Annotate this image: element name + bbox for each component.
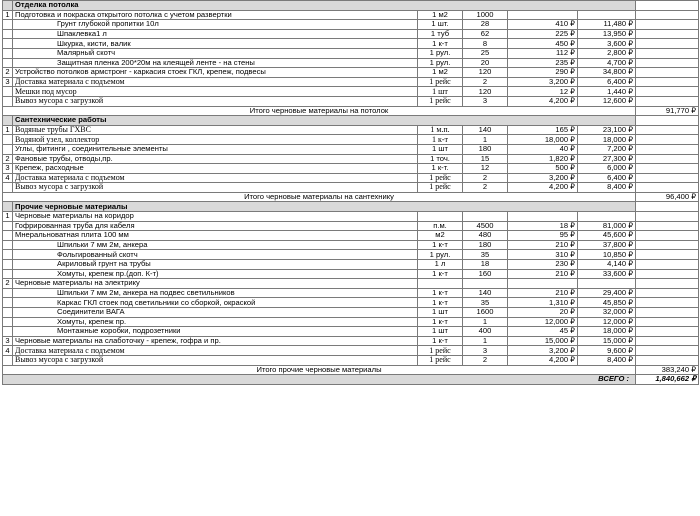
grand-total-row — [3, 375, 699, 385]
subtotal-value: 91,770 ₽ — [636, 106, 699, 116]
item-sum — [578, 10, 636, 20]
row-number — [3, 327, 13, 337]
table-row — [3, 355, 699, 365]
table-row — [3, 260, 699, 270]
item-unit: 1 к-т — [418, 317, 463, 327]
item-unit: 1 шт. — [418, 20, 463, 30]
item-unit: 1 рул. — [418, 58, 463, 68]
table-row — [3, 336, 699, 346]
item-name: Шпаклевка1 л — [13, 29, 418, 39]
section-title: Сантехнические работы — [13, 116, 636, 126]
table-row — [3, 269, 699, 279]
item-unit: 1 рейс — [418, 183, 463, 193]
row-number — [3, 355, 13, 365]
total-column-blank — [636, 10, 699, 20]
item-unit: 1 шт — [418, 87, 463, 97]
item-name: Водяной узел, коллектор — [13, 135, 418, 145]
item-name: Защитная пленка 200*20м на клеящей ленте - на стены — [13, 58, 418, 68]
row-number: 2 — [3, 68, 13, 78]
item-price: 3,200 ₽ — [508, 173, 578, 183]
item-quantity: 1600 — [463, 308, 508, 318]
table-row — [3, 279, 699, 289]
item-unit: 1 м2 — [418, 68, 463, 78]
table-row — [3, 250, 699, 260]
total-column-blank — [636, 336, 699, 346]
item-unit: 1 рул. — [418, 250, 463, 260]
item-name: Вывоз мусора с загрузкой — [13, 355, 418, 365]
item-unit: п.м. — [418, 221, 463, 231]
item-price: 20 ₽ — [508, 308, 578, 318]
item-price: 225 ₽ — [508, 29, 578, 39]
item-sum: 45,600 ₽ — [578, 231, 636, 241]
item-sum: 11,480 ₽ — [578, 20, 636, 30]
item-sum: 27,300 ₽ — [578, 154, 636, 164]
table-row — [3, 125, 699, 135]
item-name: Крепеж, расходные — [13, 164, 418, 174]
row-number — [3, 269, 13, 279]
row-number — [3, 48, 13, 58]
row-number: 2 — [3, 154, 13, 164]
total-column-blank — [636, 164, 699, 174]
subtotal-label: Итого черновые материалы на потолок — [3, 106, 636, 116]
item-name: Черновые материалы на электрику — [13, 279, 418, 289]
item-price: 18 ₽ — [508, 221, 578, 231]
total-column-blank — [636, 87, 699, 97]
item-price: 15,000 ₽ — [508, 336, 578, 346]
item-price: 4,200 ₽ — [508, 355, 578, 365]
item-unit: 1 к-т — [418, 269, 463, 279]
item-sum: 81,000 ₽ — [578, 221, 636, 231]
subtotal-value: 383,240 ₽ — [636, 365, 699, 375]
item-unit: 1 к-т — [418, 240, 463, 250]
item-name: Шпильки 7 мм 2м, анкера на подвес светильников — [13, 288, 418, 298]
item-price: 230 ₽ — [508, 260, 578, 270]
item-price: 500 ₽ — [508, 164, 578, 174]
table-row — [3, 77, 699, 87]
item-price — [508, 212, 578, 222]
item-price: 1,310 ₽ — [508, 298, 578, 308]
item-quantity: 1 — [463, 135, 508, 145]
total-column-blank — [636, 250, 699, 260]
item-unit: 1 рейс — [418, 96, 463, 106]
item-quantity — [463, 279, 508, 289]
section-header-blank — [636, 116, 699, 126]
total-column-blank — [636, 231, 699, 241]
item-quantity: 4500 — [463, 221, 508, 231]
item-price: 18,000 ₽ — [508, 135, 578, 145]
item-unit — [418, 212, 463, 222]
item-quantity: 12 — [463, 164, 508, 174]
table-row — [3, 212, 699, 222]
item-name: Черновые материалы на коридор — [13, 212, 418, 222]
total-column-blank — [636, 240, 699, 250]
item-sum: 4,140 ₽ — [578, 260, 636, 270]
total-column-blank — [636, 260, 699, 270]
item-price: 165 ₽ — [508, 125, 578, 135]
item-price: 410 ₽ — [508, 20, 578, 30]
item-quantity: 62 — [463, 29, 508, 39]
row-number: 4 — [3, 346, 13, 356]
item-sum: 10,850 ₽ — [578, 250, 636, 260]
grand-total-label: ВСЕГО : — [3, 375, 636, 385]
item-name: Вывоз мусора с загрузкой — [13, 96, 418, 106]
table-row — [3, 231, 699, 241]
item-name: Соединители ВАГА — [13, 308, 418, 318]
item-name: Шкурка, кисти, валик — [13, 39, 418, 49]
item-quantity: 1 — [463, 317, 508, 327]
estimate-table — [2, 0, 699, 385]
item-quantity: 35 — [463, 250, 508, 260]
item-quantity: 28 — [463, 20, 508, 30]
row-number — [3, 260, 13, 270]
item-quantity: 1 — [463, 336, 508, 346]
row-number — [3, 39, 13, 49]
item-name: Грунт глубокой пропитки 10л — [13, 20, 418, 30]
row-number — [3, 308, 13, 318]
item-sum: 1,440 ₽ — [578, 87, 636, 97]
row-number — [3, 58, 13, 68]
total-column-blank — [636, 125, 699, 135]
total-column-blank — [636, 269, 699, 279]
total-column-blank — [636, 48, 699, 58]
row-number: 3 — [3, 77, 13, 87]
item-price: 12,000 ₽ — [508, 317, 578, 327]
section-header-blank — [636, 202, 699, 212]
item-unit: м2 — [418, 231, 463, 241]
item-price: 3,200 ₽ — [508, 77, 578, 87]
item-quantity: 2 — [463, 355, 508, 365]
table-row — [3, 48, 699, 58]
item-unit: 1 к-т — [418, 39, 463, 49]
total-column-blank — [636, 346, 699, 356]
item-unit: 1 рейс — [418, 77, 463, 87]
table-row — [3, 87, 699, 97]
item-quantity: 3 — [463, 96, 508, 106]
row-number — [3, 144, 13, 154]
table-row — [3, 327, 699, 337]
item-unit: 1 м2 — [418, 10, 463, 20]
item-sum: 34,800 ₽ — [578, 68, 636, 78]
item-sum — [578, 279, 636, 289]
table-row — [3, 288, 699, 298]
item-sum: 6,400 ₽ — [578, 173, 636, 183]
total-column-blank — [636, 173, 699, 183]
item-name: Хомуты, крепеж пр.(доп. К-т) — [13, 269, 418, 279]
item-name: Углы, фитинги , соединительные элементы — [13, 144, 418, 154]
item-unit: 1 к-т — [418, 298, 463, 308]
item-name: Гофрированная труба для кабеля — [13, 221, 418, 231]
item-price — [508, 10, 578, 20]
item-quantity: 160 — [463, 269, 508, 279]
table-row — [3, 29, 699, 39]
row-number — [3, 250, 13, 260]
section-header — [3, 1, 699, 11]
item-price: 210 ₽ — [508, 240, 578, 250]
item-quantity: 180 — [463, 144, 508, 154]
item-unit: 1 шт — [418, 327, 463, 337]
item-name: Малярный скотч — [13, 48, 418, 58]
row-number: 2 — [3, 279, 13, 289]
row-number — [3, 240, 13, 250]
total-column-blank — [636, 58, 699, 68]
item-name: Доставка материала с подъемом — [13, 77, 418, 87]
total-column-blank — [636, 135, 699, 145]
item-price — [508, 279, 578, 289]
item-price: 112 ₽ — [508, 48, 578, 58]
item-unit: 1 туб — [418, 29, 463, 39]
table-row — [3, 135, 699, 145]
item-price: 290 ₽ — [508, 68, 578, 78]
total-column-blank — [636, 68, 699, 78]
item-unit: 1 точ. — [418, 154, 463, 164]
item-quantity: 25 — [463, 48, 508, 58]
section-header-blank — [3, 202, 13, 212]
table-row — [3, 39, 699, 49]
item-quantity: 2 — [463, 183, 508, 193]
row-number — [3, 135, 13, 145]
table-row — [3, 183, 699, 193]
item-name: Монтажные коробки, подрозетники — [13, 327, 418, 337]
item-unit: 1 к-т — [418, 135, 463, 145]
item-sum: 18,000 ₽ — [578, 327, 636, 337]
item-quantity: 2 — [463, 173, 508, 183]
total-column-blank — [636, 183, 699, 193]
section-header-blank — [3, 1, 13, 11]
item-sum: 4,700 ₽ — [578, 58, 636, 68]
total-column-blank — [636, 29, 699, 39]
item-sum: 23,100 ₽ — [578, 125, 636, 135]
item-price: 40 ₽ — [508, 144, 578, 154]
grand-total-value: 1,840,662 ₽ — [636, 375, 699, 385]
item-quantity: 140 — [463, 288, 508, 298]
item-price: 210 ₽ — [508, 269, 578, 279]
item-name: Хомуты, крепеж пр. — [13, 317, 418, 327]
item-sum: 3,600 ₽ — [578, 39, 636, 49]
item-sum: 2,800 ₽ — [578, 48, 636, 58]
item-name: Вывоз мусора с загрузкой — [13, 183, 418, 193]
item-quantity: 8 — [463, 39, 508, 49]
row-number — [3, 96, 13, 106]
row-number: 1 — [3, 212, 13, 222]
table-row — [3, 58, 699, 68]
total-column-blank — [636, 144, 699, 154]
item-quantity — [463, 212, 508, 222]
item-unit: 1 рейс — [418, 355, 463, 365]
item-name: Акриловый грунт на трубы — [13, 260, 418, 270]
total-column-blank — [636, 96, 699, 106]
item-quantity: 35 — [463, 298, 508, 308]
section-header-blank — [3, 116, 13, 126]
total-column-blank — [636, 308, 699, 318]
item-unit: 1 м.п. — [418, 125, 463, 135]
item-price: 310 ₽ — [508, 250, 578, 260]
total-column-blank — [636, 39, 699, 49]
table-row — [3, 68, 699, 78]
total-column-blank — [636, 20, 699, 30]
table-row — [3, 96, 699, 106]
item-unit: 1 шт — [418, 144, 463, 154]
total-column-blank — [636, 77, 699, 87]
total-column-blank — [636, 288, 699, 298]
item-quantity: 180 — [463, 240, 508, 250]
item-unit: 1 к-т — [418, 336, 463, 346]
item-sum: 9,600 ₽ — [578, 346, 636, 356]
subtotal-row — [3, 192, 699, 202]
item-sum: 8,400 ₽ — [578, 355, 636, 365]
section-header — [3, 202, 699, 212]
row-number: 1 — [3, 125, 13, 135]
item-quantity: 3 — [463, 346, 508, 356]
table-row — [3, 308, 699, 318]
item-sum: 18,000 ₽ — [578, 135, 636, 145]
item-price: 450 ₽ — [508, 39, 578, 49]
item-sum: 32,000 ₽ — [578, 308, 636, 318]
total-column-blank — [636, 212, 699, 222]
row-number: 4 — [3, 173, 13, 183]
item-unit: 1 к-т. — [418, 164, 463, 174]
item-unit: 1 к-т — [418, 288, 463, 298]
item-name: Подготовка и покраска открытого потолка с учетом развертки — [13, 10, 418, 20]
total-column-blank — [636, 279, 699, 289]
table-row — [3, 317, 699, 327]
table-row — [3, 346, 699, 356]
item-sum: 12,000 ₽ — [578, 317, 636, 327]
item-price: 235 ₽ — [508, 58, 578, 68]
item-name: Водяные трубы ГХВС — [13, 125, 418, 135]
item-sum: 8,400 ₽ — [578, 183, 636, 193]
row-number — [3, 20, 13, 30]
row-number — [3, 298, 13, 308]
table-row — [3, 10, 699, 20]
item-quantity: 2 — [463, 77, 508, 87]
item-sum: 33,600 ₽ — [578, 269, 636, 279]
table-row — [3, 221, 699, 231]
total-column-blank — [636, 317, 699, 327]
item-sum: 29,400 ₽ — [578, 288, 636, 298]
table-row — [3, 240, 699, 250]
item-quantity: 18 — [463, 260, 508, 270]
item-price: 45 ₽ — [508, 327, 578, 337]
row-number — [3, 317, 13, 327]
item-name: Доставка материала с подъемом — [13, 173, 418, 183]
item-quantity: 20 — [463, 58, 508, 68]
table-row — [3, 173, 699, 183]
subtotal-label: Итого черновые материалы на сантехнику — [3, 192, 636, 202]
item-name: Шпильки 7 мм 2м, анкера — [13, 240, 418, 250]
table-row — [3, 144, 699, 154]
total-column-blank — [636, 327, 699, 337]
row-number — [3, 221, 13, 231]
item-sum: 45,850 ₽ — [578, 298, 636, 308]
total-column-blank — [636, 221, 699, 231]
item-sum — [578, 212, 636, 222]
item-sum: 6,000 ₽ — [578, 164, 636, 174]
section-header-blank — [636, 1, 699, 11]
item-unit: 1 шт — [418, 308, 463, 318]
item-unit — [418, 279, 463, 289]
row-number: 3 — [3, 336, 13, 346]
item-price: 1,820 ₽ — [508, 154, 578, 164]
item-name: Фановые трубы, отводы,пр. — [13, 154, 418, 164]
item-name: Доставка материала с подъемом — [13, 346, 418, 356]
item-price: 95 ₽ — [508, 231, 578, 241]
item-sum: 37,800 ₽ — [578, 240, 636, 250]
total-column-blank — [636, 298, 699, 308]
item-unit: 1 л — [418, 260, 463, 270]
row-number — [3, 87, 13, 97]
item-price: 3,200 ₽ — [508, 346, 578, 356]
item-price: 210 ₽ — [508, 288, 578, 298]
subtotal-row — [3, 106, 699, 116]
table-row — [3, 154, 699, 164]
subtotal-value: 96,400 ₽ — [636, 192, 699, 202]
item-unit: 1 рейс — [418, 346, 463, 356]
item-quantity: 140 — [463, 125, 508, 135]
item-name: Каркас ГКЛ стоек под светильники со сборкой, окраской — [13, 298, 418, 308]
table-row — [3, 298, 699, 308]
item-quantity: 120 — [463, 68, 508, 78]
row-number — [3, 29, 13, 39]
row-number — [3, 288, 13, 298]
item-unit: 1 рейс — [418, 173, 463, 183]
row-number — [3, 231, 13, 241]
row-number — [3, 183, 13, 193]
table-row — [3, 20, 699, 30]
item-quantity: 1000 — [463, 10, 508, 20]
item-sum: 12,600 ₽ — [578, 96, 636, 106]
section-title: Отделка потолка — [13, 1, 636, 11]
item-name: Мнеральноватная плита 100 мм — [13, 231, 418, 241]
item-name: Фольгированный скотч — [13, 250, 418, 260]
row-number: 3 — [3, 164, 13, 174]
section-title: Прочие черновые материалы — [13, 202, 636, 212]
total-column-blank — [636, 154, 699, 164]
item-quantity: 15 — [463, 154, 508, 164]
subtotal-row — [3, 365, 699, 375]
item-quantity: 400 — [463, 327, 508, 337]
item-price: 4,200 ₽ — [508, 183, 578, 193]
item-name: Черновые материалы на слаботочку - крепеж, гофра и пр. — [13, 336, 418, 346]
item-sum: 6,400 ₽ — [578, 77, 636, 87]
item-name: Мешки под мусор — [13, 87, 418, 97]
item-sum: 7,200 ₽ — [578, 144, 636, 154]
item-sum: 13,950 ₽ — [578, 29, 636, 39]
total-column-blank — [636, 355, 699, 365]
item-sum: 15,000 ₽ — [578, 336, 636, 346]
item-name: Устройство потолков армстронг - каркасия стоек ГКЛ, крепеж, подвесы — [13, 68, 418, 78]
item-price: 12 ₽ — [508, 87, 578, 97]
item-unit: 1 рул. — [418, 48, 463, 58]
item-quantity: 120 — [463, 87, 508, 97]
item-quantity: 480 — [463, 231, 508, 241]
subtotal-label: Итого прочие черновые материалы — [3, 365, 636, 375]
table-row — [3, 164, 699, 174]
row-number: 1 — [3, 10, 13, 20]
item-price: 4,200 ₽ — [508, 96, 578, 106]
section-header — [3, 116, 699, 126]
